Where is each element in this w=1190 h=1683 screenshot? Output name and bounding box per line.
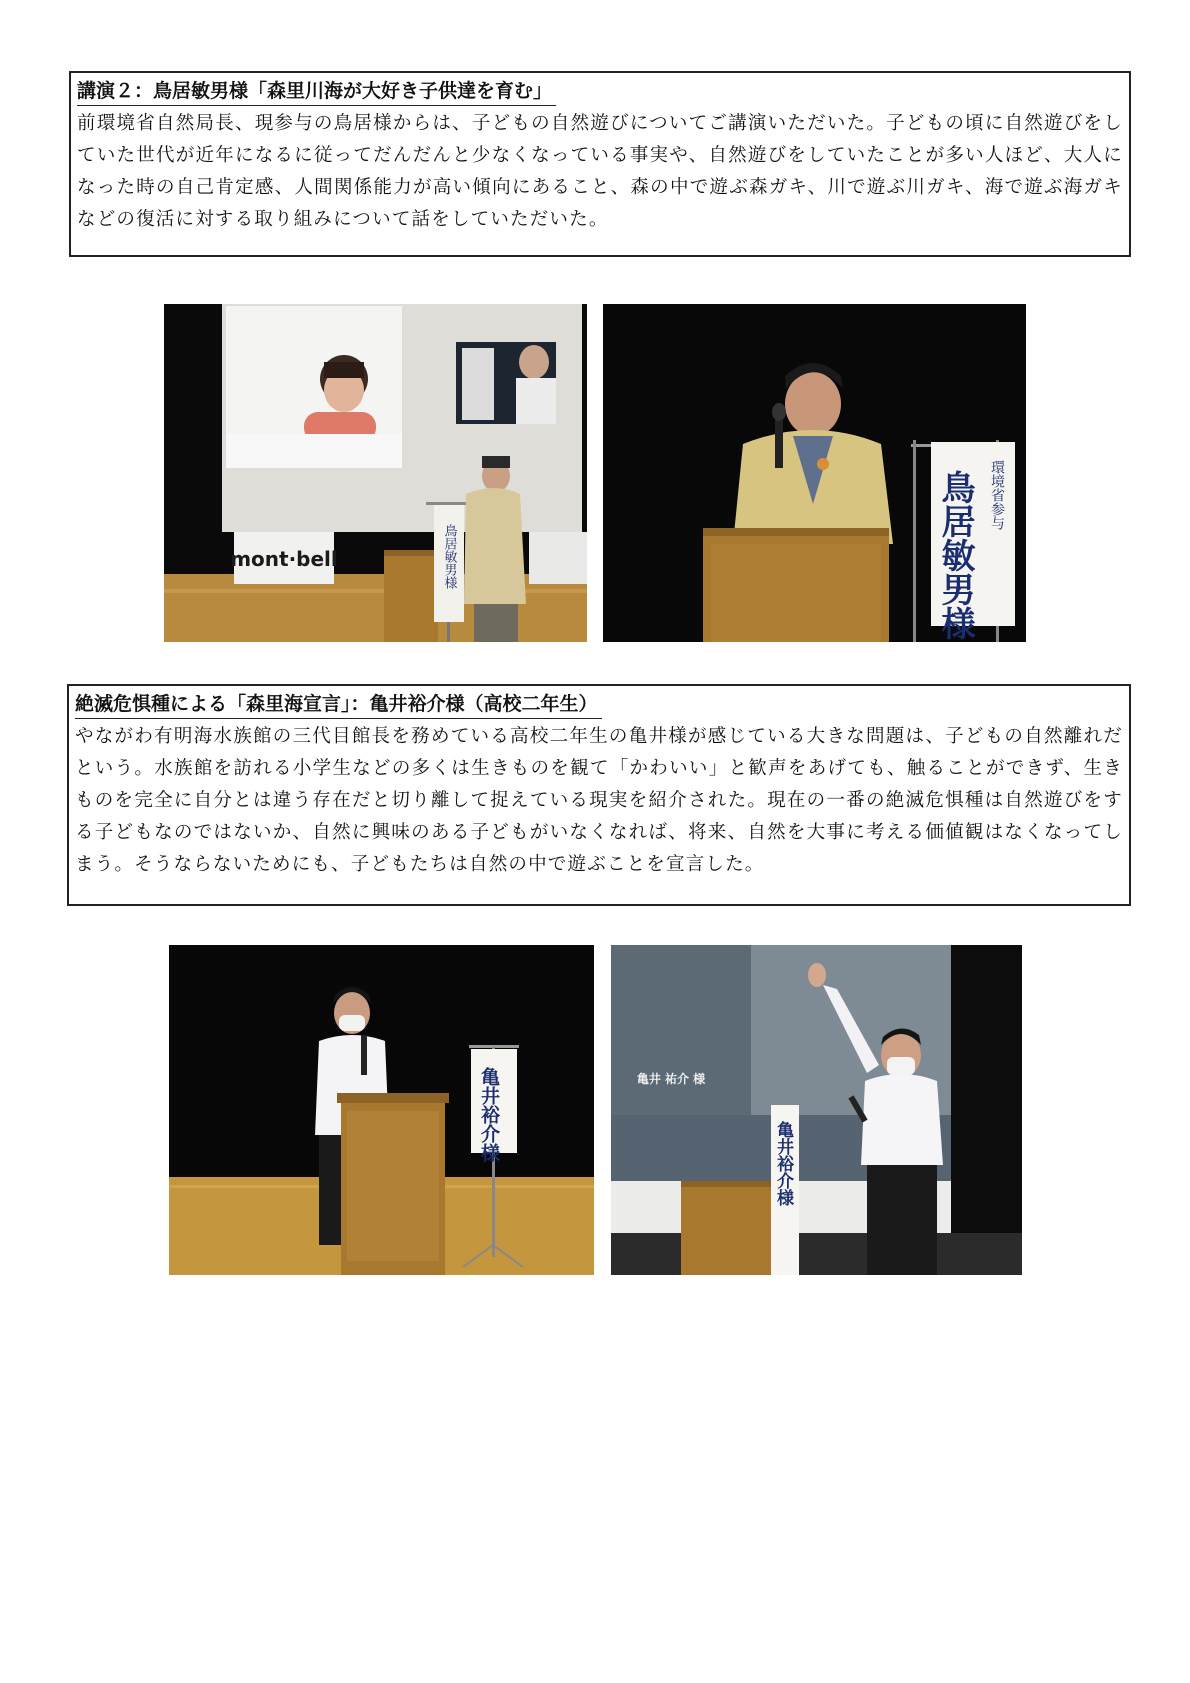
photo-lecture-screen bbox=[164, 304, 587, 642]
lecture-heading: 講演２：鳥居敏男様「森里川海が大好き子供達を育む」 bbox=[77, 77, 556, 106]
left-stand-banner-text: 鳥居敏男様 bbox=[441, 524, 457, 589]
photo-lecture-screen-image bbox=[164, 304, 587, 642]
declaration-banner-name: 亀井裕介様 bbox=[773, 1121, 793, 1206]
photo-student-podium bbox=[169, 945, 594, 1275]
photo-student-podium-image bbox=[169, 945, 594, 1275]
declaration-body: やながわ有明海水族館の三代目館長を務めている高校二年生の亀井様が感じている大きな問題は、子どもの自然離れだという。水族館を訪れる小学生などの多くは生きものを観て「かわいい」と歓声をあげても、触ることができず、生きものを完全に自分とは違う存在だと切り離して捉えている現実を紹介された。現在の一番の絶滅危惧種は自然遊びをする子どもなのではないか、自然に興味のある子どもがいなくなれば、将来、自然を大事に考える価値観はなくなってしまう。そうならないためにも、子どもたちは自然の中で遊ぶことを宣言した。 bbox=[75, 726, 1123, 875]
declaration-heading: 絶滅危惧種による「森里海宣言」：亀井裕介様（高校二年生） bbox=[75, 690, 602, 719]
montbell-logo: mont·bell bbox=[230, 547, 338, 571]
student-banner-name: 亀井裕介様 bbox=[478, 1067, 500, 1162]
declaration-section bbox=[67, 684, 1131, 906]
lecture-section bbox=[69, 71, 1131, 257]
lecture-body: 前環境省自然局長、現参与の鳥居様からは、子どもの自然遊びについてご講演いただいた。子どもの頃に自然遊びをしていた世代が近年になるに従ってだんだんと少なくなっている事実や、自然遊びをしていたことが多い人ほど、大人になった時の自己肯定感、人間関係能力が高い傾向にあること、森の中で遊ぶ森ガキ、川で遊ぶ川ガキ、海で遊ぶ海ガキなどの復活に対する取り組みについて話をしていただいた。 bbox=[77, 113, 1124, 230]
photo-lecture-podium-image bbox=[603, 304, 1026, 642]
photo-student-declaration bbox=[611, 945, 1022, 1275]
screen-caption: 亀井 祐介 様 bbox=[636, 1072, 706, 1086]
photo-lecture-podium bbox=[603, 304, 1026, 642]
right-banner-title: 環境省参与 bbox=[989, 460, 1005, 530]
photo-student-declaration-image bbox=[611, 945, 1022, 1275]
right-banner-name: 鳥居敏男様 bbox=[935, 470, 975, 640]
